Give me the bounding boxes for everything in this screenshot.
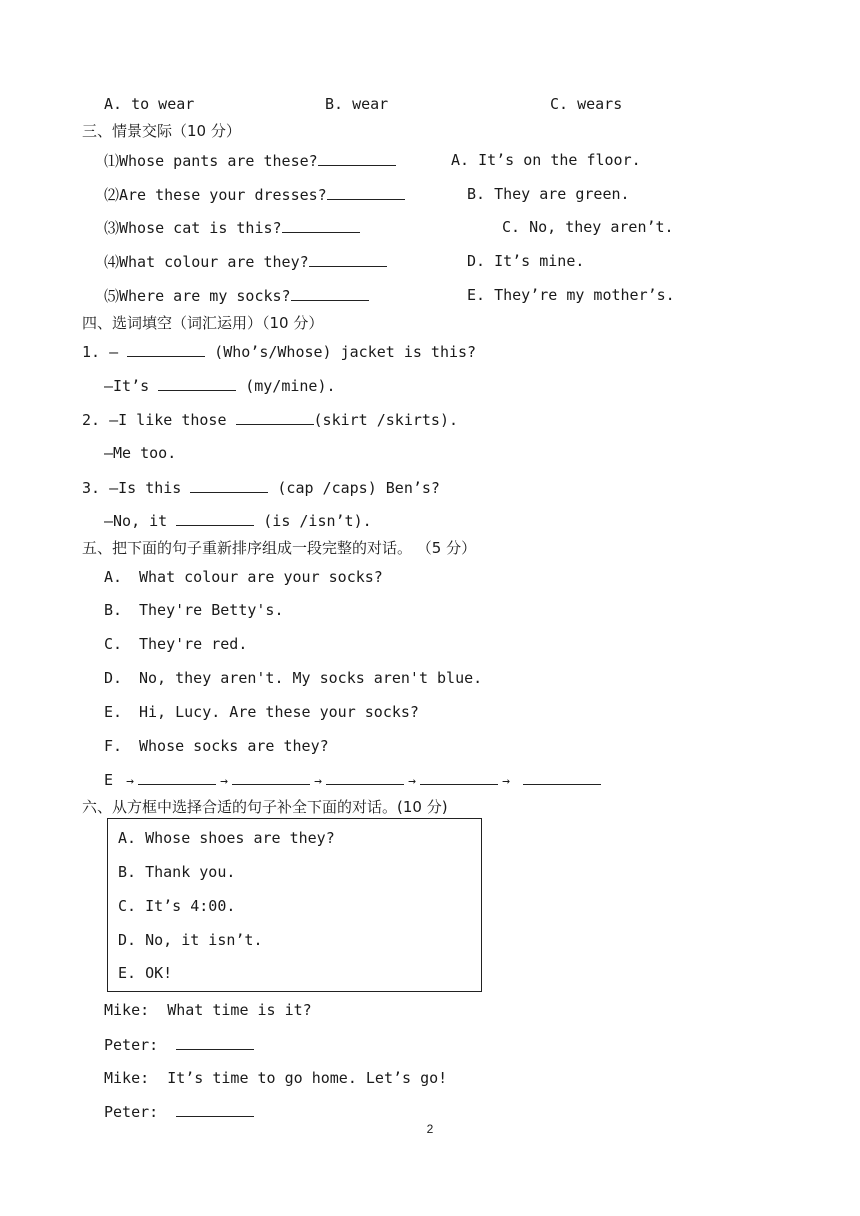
s5-item-e: E. Hi, Lucy. Are these your socks?: [104, 703, 419, 721]
arrow-icon: →: [314, 774, 322, 789]
sequence-blank[interactable]: [232, 769, 310, 785]
section5-heading: 五、把下面的句子重新排序组成一段完整的对话。 （5 分）: [82, 539, 477, 557]
s5-item-d: D. No, they aren't. My socks aren't blue.: [104, 669, 483, 687]
s4-q2-line1: 2. —I like those (skirt /skirts).: [82, 411, 459, 429]
s3-answer-c: C. No, they aren’t.: [502, 218, 674, 236]
dialogue-line-4: Peter:: [104, 1101, 254, 1122]
s4-q3-line1: 3. —Is this (cap /caps) Ben’s?: [82, 479, 440, 497]
s4-q3-line2: —No, it (is /isn’t).: [104, 512, 372, 530]
fill-blank[interactable]: [190, 477, 268, 493]
s5-item-b: B. They're Betty's.: [104, 601, 284, 619]
s3-answer-b: B. They are green.: [467, 185, 630, 203]
sequence-blank[interactable]: [138, 769, 216, 785]
section6-heading: 六、从方框中选择合适的句子补全下面的对话。(10 分): [82, 798, 448, 816]
answer-blank[interactable]: [309, 251, 387, 267]
s5-item-a: A. What colour are your socks?: [104, 568, 383, 586]
section3-heading: 三、情景交际（10 分）: [82, 122, 241, 140]
s4-q1-line2: —It’s (my/mine).: [104, 377, 336, 395]
option-c: C. wears: [550, 95, 623, 113]
option-a: A. to wear: [104, 95, 195, 113]
sequence-blank[interactable]: [420, 769, 498, 785]
answer-blank[interactable]: [327, 184, 405, 200]
s3-answer-e: E. They’re my mother’s.: [467, 286, 675, 304]
box-option-d: D. No, it isn’t.: [118, 931, 263, 949]
s3-question-1: ⑴Whose pants are these?: [104, 150, 396, 171]
section4-heading: 四、选词填空（词汇运用）（10 分）: [82, 314, 324, 332]
s3-question-2: ⑵Are these your dresses?: [104, 184, 405, 205]
answer-blank[interactable]: [291, 285, 369, 301]
fill-blank[interactable]: [158, 375, 236, 391]
sequence-blank[interactable]: [326, 769, 404, 785]
arrow-icon: →: [126, 774, 134, 789]
fill-blank[interactable]: [176, 510, 254, 526]
s5-item-c: C. They're red.: [104, 635, 248, 653]
dialogue-line-3: Mike: It’s time to go home. Let’s go!: [104, 1069, 448, 1087]
box-option-b: B. Thank you.: [118, 863, 236, 881]
s4-q2-line2: —Me too.: [104, 444, 177, 462]
dialogue-blank[interactable]: [176, 1101, 254, 1117]
box-option-a: A. Whose shoes are they?: [118, 829, 335, 847]
s3-question-3: ⑶Whose cat is this?: [104, 217, 360, 238]
s5-item-f: F. Whose socks are they?: [104, 737, 329, 755]
dialogue-line-1: Mike: What time is it?: [104, 1001, 312, 1019]
answer-blank[interactable]: [318, 150, 396, 166]
box-option-c: C. It’s 4:00.: [118, 897, 236, 915]
dialogue-line-2: Peter:: [104, 1034, 254, 1055]
arrow-icon: →: [502, 774, 510, 789]
s5-sequence: E → → → → →: [104, 769, 601, 792]
dialogue-blank[interactable]: [176, 1034, 254, 1050]
arrow-icon: →: [220, 774, 228, 789]
answer-blank[interactable]: [282, 217, 360, 233]
s4-q1-line1: 1. — (Who’s/Whose) jacket is this?: [82, 343, 477, 361]
page-number: 2: [426, 1122, 434, 1136]
option-b: B. wear: [325, 95, 389, 113]
s3-question-5: ⑸Where are my socks?: [104, 285, 369, 306]
fill-blank[interactable]: [127, 341, 205, 357]
box-option-e: E. OK!: [118, 964, 173, 982]
s3-answer-a: A. It’s on the floor.: [451, 151, 641, 169]
s3-question-4: ⑷What colour are they?: [104, 251, 387, 272]
s3-answer-d: D. It’s mine.: [467, 252, 585, 270]
sequence-blank[interactable]: [523, 769, 601, 785]
arrow-icon: →: [408, 774, 416, 789]
fill-blank[interactable]: [236, 409, 314, 425]
